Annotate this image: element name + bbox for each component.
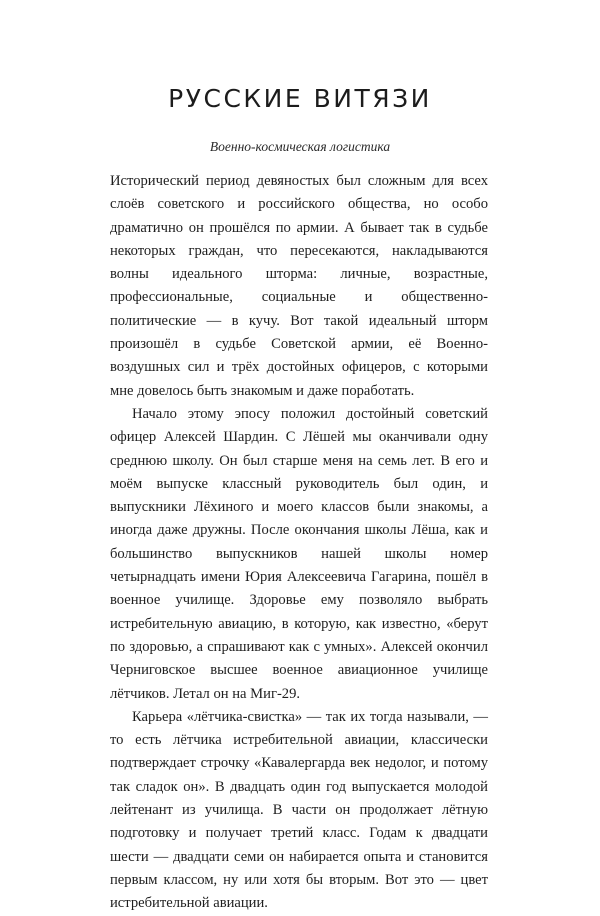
paragraph-3: Карьера «лётчика-свистка» — так их тогда называли, — то есть лётчика истребительной авиации, классически подтверждает строчку «Кавалергарда век недолог, и потому так сладок он». В двадцать один год выпускается молодой лейтенант из училища. В части он продолжает лётную подготовку и получает третий класс. Годам к двадцати шести — двадцати семи он набирается опыта и становится первым классом, ну или хотя бы вторым. Вот это — цвет истребительной авиации. <box>110 708 488 912</box>
chapter-subtitle: Военно-космическая логистика <box>209 139 391 154</box>
body-text <box>110 170 488 916</box>
paragraph-1: Исторический период девяностых был сложным для всех слоёв советского и российского общества, но особо драматично он прошёлся по армии. А бывает так в судьбе некоторых граждан, что пересекаются, накладываются волны идеального шторма: личные, возрастные, профессиональные, социальные и общественно-политические — в кучу. Вот такой идеальный шторм произошёл в судьбе Советской армии, её Военно-воздушных сил и трёх достойных офицеров, с которыми мне довелось быть знакомым и даже поработать. <box>110 173 488 399</box>
paragraph-2: Начало этому эпосу положил достойный советский офицер Алексей Шардин. С Лёшей мы оканчивали одну среднюю школу. Он был старше меня на семь лет. В его и моём выпуске классный руководитель был один, и выпускники Лёхиного и моего классов были знакомы, а иногда даже дружны. После окончания школы Лёша, как и большинство выпускников нашей школы номер четырнадцать имени Юрия Алексеевича Гагарина, пошёл в военное училище. Здоровье ему позволяло выбрать истребительную авиацию, в которую, как известно, «берут по здоровью, а спрашивают как с умных». Алексей окончил Черниговское высшее военное авиационное училище лётчиков. Летал он на Миг-29. <box>110 405 488 702</box>
chapter-title: РУССКИЕ ВИТЯЗИ <box>168 84 432 113</box>
